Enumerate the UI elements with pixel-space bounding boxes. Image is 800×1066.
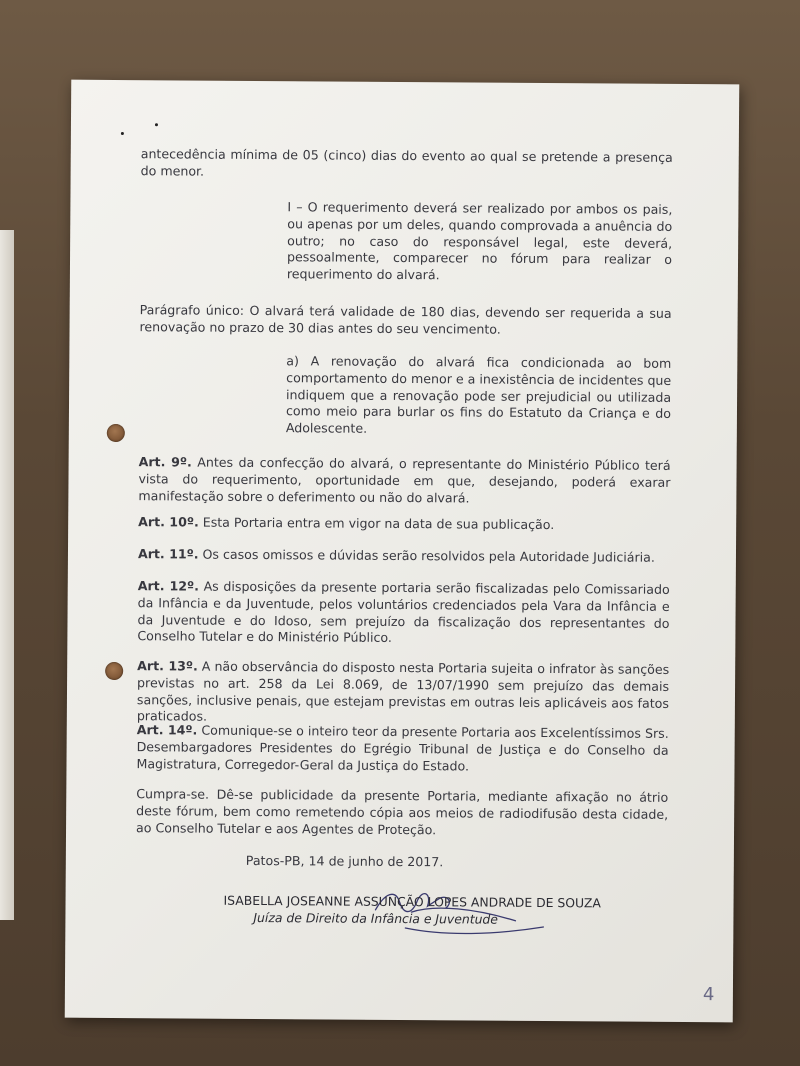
article-body: Comunique-se o inteiro teor da presente Portaria aos Excelentíssimos Srs. Desembargadores Presidentes do Egrégio Tribunal de Justiça e do Conselho da Magistratura, Corregedor-Geral da Justiça do Estado. <box>136 722 669 774</box>
article-10 <box>138 514 670 535</box>
speck <box>155 123 158 126</box>
article-label: Art. 12º. <box>137 578 200 594</box>
article-body: Antes da confecção do alvará, o representante do Ministério Público terá vista do requerimento, oportunidade em que, desejando, poderá exarar manifestação sobre o deferimento ou não do alvará. <box>138 454 671 506</box>
article-body: As disposições da presente portaria serão fiscalizadas pelo Comissariado da Infância e da Juventude, pelos voluntários credenciados pela Vara da Infância e da Juventude e do Idoso, sem prejuízo da fiscalização dos representantes do Conselho Tutelar e do Ministério Público. <box>137 578 670 646</box>
closing-paragraph: Cumpra-se. Dê-se publicidade da presente Portaria, mediante afixação no átrio deste fórum, bem como remetendo cópia aos meios de radiodifusão desta cidade, ao Conselho Tutelar e aos Agentes de Proteção. <box>136 786 669 837</box>
item-a: a) A renovação do alvará fica condicionada ao bom comportamento do menor e a inexistência de incidentes que indiquem que a renovação pode ser prejudicial ou utilizada como meio para burlar os fins do Estatuto da Criança e do Adolescente. <box>285 353 672 436</box>
article-9 <box>138 454 670 508</box>
punch-hole-top <box>107 424 125 442</box>
signer-name: ISABELLA JOSEANNE ASSUNÇÃO LOPES ANDRADE DE SOUZA <box>223 892 601 911</box>
article-12 <box>137 578 669 649</box>
adjacent-paper-edge <box>0 230 14 920</box>
paragrafo-unico: Parágrafo único: O alvará terá validade de 180 dias, devendo ser requerida a sua renovação no prazo de 30 dias antes do seu vencimento. <box>139 302 672 337</box>
signer-role: Juíza de Direito da Infância e Juventude <box>253 909 498 927</box>
continuation-text: antecedência mínima de 05 (cinco) dias do evento ao qual se pretende a presença do menor. <box>140 146 673 179</box>
article-label: Art. 9º. <box>138 454 192 470</box>
article-13 <box>137 658 669 729</box>
page-number: 4 <box>702 984 715 1006</box>
punch-hole-bottom <box>105 662 123 680</box>
article-body: A não observância do disposto nesta Portaria sujeita o infrator às sanções previstas no art. 258 da Lei 8.069, de 13/07/1990 sem prejuízo das demais sanções, inclusive penais, que estejam previstas em outras leis aplicáveis aos fatos praticados. <box>136 658 670 725</box>
article-label: Art. 11º. <box>137 546 199 562</box>
article-body: Esta Portaria entra em vigor na data de sua publicação. <box>198 514 555 533</box>
place-date: Patos-PB, 14 de junho de 2017. <box>245 852 444 870</box>
article-label: Art. 14º. <box>136 722 198 738</box>
speck <box>121 132 124 135</box>
article-label: Art. 10º. <box>138 514 199 530</box>
article-body: Os casos omissos e dúvidas serão resolvidos pela Autoridade Judiciária. <box>198 546 655 565</box>
article-14 <box>136 722 668 776</box>
document-page <box>65 80 740 1023</box>
article-label: Art. 13º. <box>137 658 198 674</box>
article-11 <box>138 546 670 567</box>
item-i: I – O requerimento deverá ser realizado por ambos os pais, ou apenas por um deles, quando comprovada a anuência do outro; no caso do responsável legal, este deverá, pessoalmente, comparecer no fórum para realizar o requerimento do alvará. <box>286 199 673 283</box>
